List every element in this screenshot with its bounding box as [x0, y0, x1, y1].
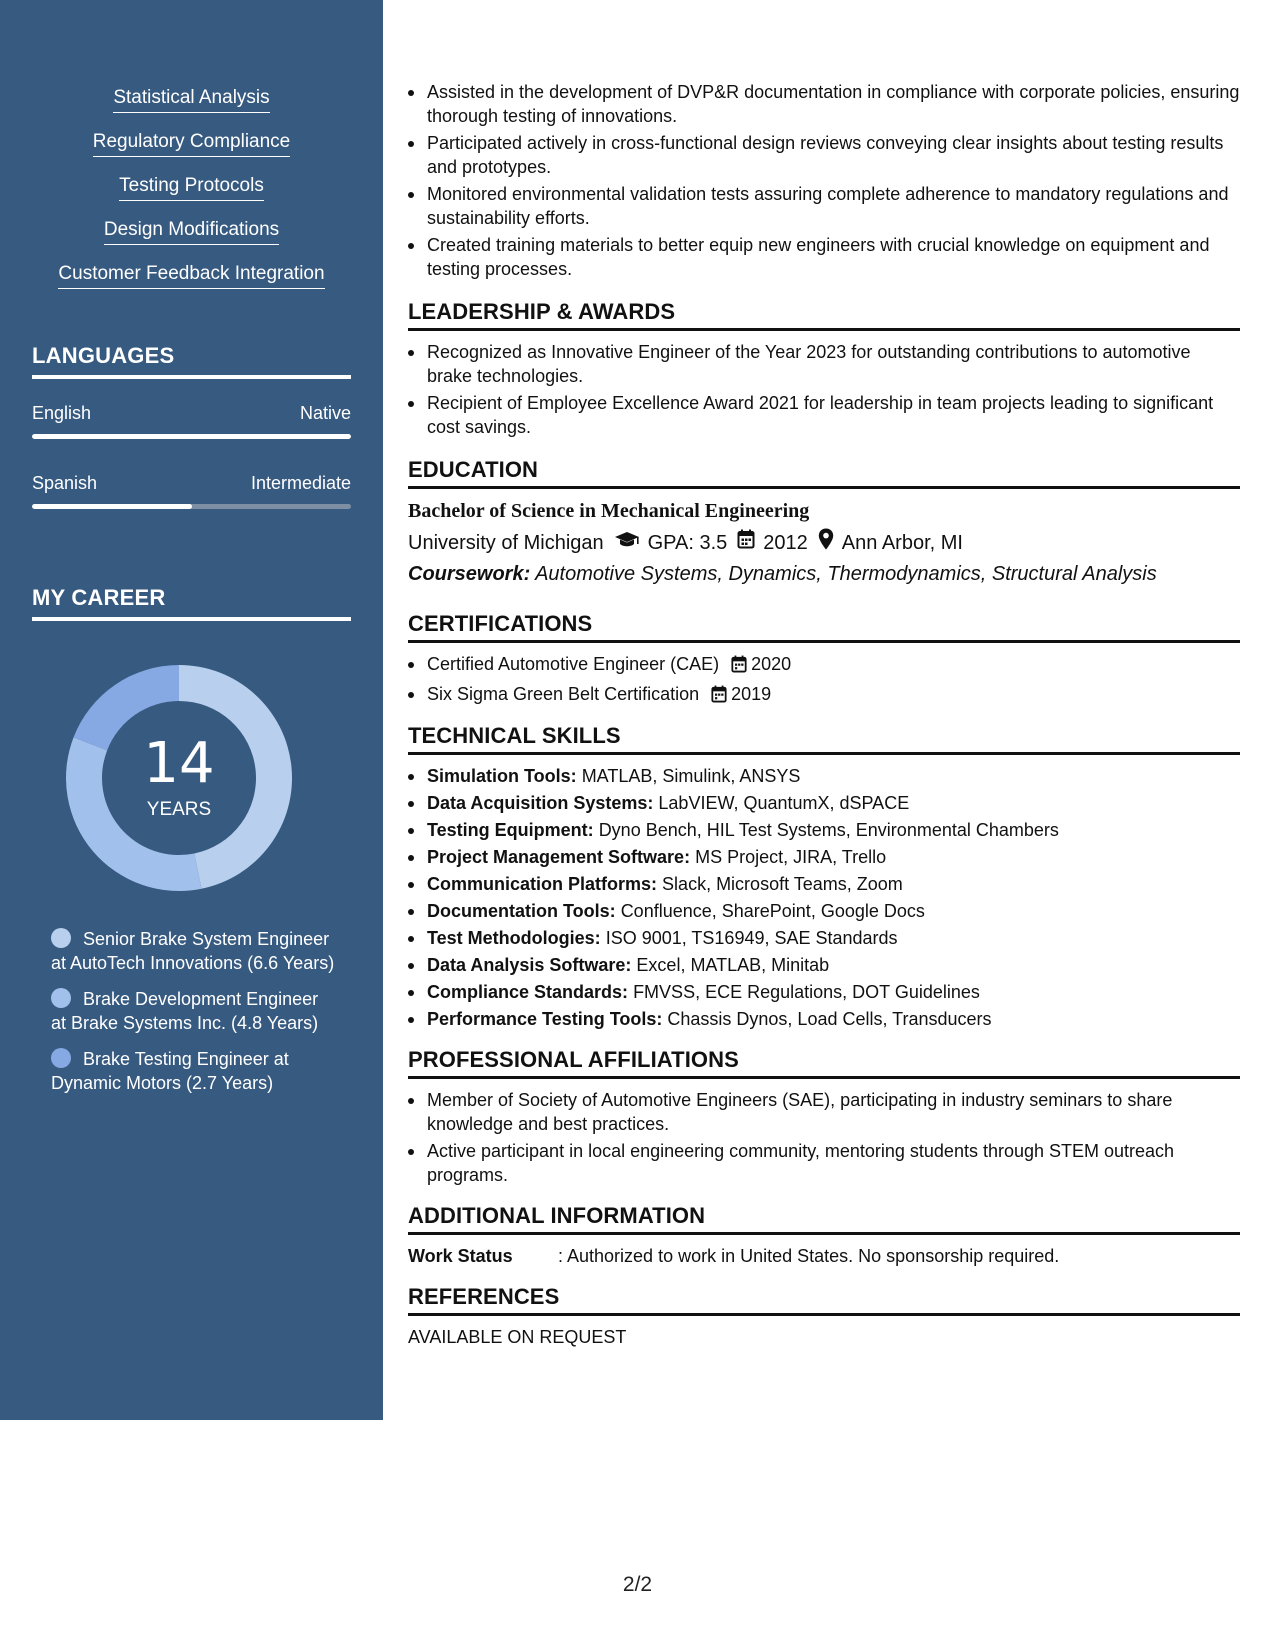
work-status-row [408, 1244, 1240, 1268]
tech-skill-value: Excel, MATLAB, Minitab [636, 955, 830, 975]
additional-info-section [408, 1203, 1240, 1268]
certification-year: 2020 [751, 654, 792, 674]
language-bar-fill [32, 504, 192, 509]
experience-bullet: Monitored environmental validation tests assuring complete adherence to mandatory regulations and sustainability efforts. [408, 182, 1240, 230]
skill-item: Design Modifications [104, 218, 279, 245]
tech-skill-value: Confluence, SharePoint, Google Docs [620, 901, 925, 921]
tech-skill-label: Compliance Standards: [427, 982, 629, 1002]
tech-skill-value: Chassis Dynos, Load Cells, Transducers [667, 1009, 992, 1029]
language-bar-english [32, 434, 351, 439]
tech-skill-value: FMVSS, ECE Regulations, DOT Guidelines [633, 982, 980, 1002]
career-total-years: 14 [143, 731, 215, 796]
language-name: Spanish [32, 473, 98, 493]
calendar-icon [737, 529, 755, 556]
leadership-section [408, 299, 1240, 439]
tech-skill-label: Performance Testing Tools: [427, 1009, 663, 1029]
certification-name: Certified Automotive Engineer (CAE) [427, 654, 720, 674]
affiliation-item: Active participant in local engineering community, mentoring students through STEM outreach programs. [408, 1139, 1240, 1187]
certification-name: Six Sigma Green Belt Certification [427, 684, 700, 704]
tech-skill-value: ISO 9001, TS16949, SAE Standards [605, 928, 898, 948]
coursework [408, 561, 1240, 587]
certifications-section [408, 611, 1240, 709]
affiliation-item: Member of Society of Automotive Engineers (SAE), participating in industry seminars to share knowledge and best practices. [408, 1088, 1240, 1136]
experience-bullet: Participated actively in cross-functional design reviews conveying clear insights about testing results and prototypes. [408, 131, 1240, 179]
experience-bullet: Created training materials to better equip new engineers with crucial knowledge on equipment and testing processes. [408, 233, 1240, 281]
experience-bullet: Assisted in the development of DVP&R documentation in compliance with corporate policies, ensuring thorough testing of innovations. [408, 80, 1240, 128]
language-name: English [32, 403, 92, 423]
language-level: Native [299, 403, 351, 423]
tech-skill-item [408, 899, 1240, 923]
affiliations-section [408, 1047, 1240, 1187]
leadership-item: Recognized as Innovative Engineer of the Year 2023 for outstanding contributions to automotive brake technologies. [408, 340, 1240, 388]
language-row-spanish [32, 473, 351, 494]
calendar-icon [731, 655, 747, 679]
tech-skill-label: Documentation Tools: [427, 901, 616, 921]
career-legend [51, 927, 336, 1107]
tech-skill-value: LabVIEW, QuantumX, dSPACE [658, 793, 910, 813]
technical-skills-section [408, 723, 1240, 1031]
career-item-text: Senior Brake System Engineer at AutoTech Innovations (6.6 Years) [51, 929, 335, 973]
education-details [408, 528, 1240, 557]
tech-skill-item [408, 1007, 1240, 1031]
legend-dot-icon [51, 1048, 71, 1068]
certification-item [408, 652, 1240, 679]
tech-skill-item [408, 926, 1240, 950]
leadership-item: Recipient of Employee Excellence Award 2021 for leadership in team projects leading to significant cost savings. [408, 391, 1240, 439]
tech-skill-value: MS Project, JIRA, Trello [695, 847, 887, 867]
work-status-label: Work Status [408, 1246, 513, 1266]
location-pin-icon [818, 528, 834, 557]
skill-item: Statistical Analysis [113, 86, 269, 113]
tech-skill-label: Data Analysis Software: [427, 955, 632, 975]
tech-skill-item [408, 872, 1240, 896]
donut-center [66, 665, 292, 891]
languages-heading: LANGUAGES [32, 343, 351, 379]
coursework-list: Automotive Systems, Dynamics, Thermodynamics, Structural Analysis [535, 563, 1157, 585]
legend-dot-icon [51, 988, 71, 1008]
section-title: TECHNICAL SKILLS [408, 723, 1240, 755]
language-bar-spanish [32, 504, 351, 509]
section-title: CERTIFICATIONS [408, 611, 1240, 643]
sidebar [0, 0, 383, 1420]
experience-bullets [408, 80, 1240, 281]
tech-skill-item [408, 953, 1240, 977]
section-title: REFERENCES [408, 1284, 1240, 1316]
coursework-label: Coursework: [408, 563, 531, 585]
career-heading: MY CAREER [32, 585, 351, 621]
graduation-year: 2012 [763, 531, 808, 554]
career-item [51, 927, 336, 975]
section-title: ADDITIONAL INFORMATION [408, 1203, 1240, 1235]
career-years-unit: YEARS [146, 799, 212, 820]
career-item-text: Brake Development Engineer at Brake Systems Inc. (4.8 Years) [51, 989, 319, 1033]
tech-skill-item [408, 818, 1240, 842]
career-donut-chart [66, 665, 292, 891]
references-text: AVAILABLE ON REQUEST [408, 1327, 627, 1347]
tech-skill-item [408, 980, 1240, 1004]
main-content [408, 80, 1240, 1349]
tech-skill-value: Dyno Bench, HIL Test Systems, Environmental Chambers [598, 820, 1059, 840]
tech-skill-label: Data Acquisition Systems: [427, 793, 654, 813]
career-item-text: Brake Testing Engineer at Dynamic Motors (2.7 Years) [51, 1049, 289, 1093]
tech-skill-label: Communication Platforms: [427, 874, 658, 894]
section-title: PROFESSIONAL AFFILIATIONS [408, 1047, 1240, 1079]
tech-skill-value: Slack, Microsoft Teams, Zoom [662, 874, 903, 894]
tech-skill-label: Test Methodologies: [427, 928, 601, 948]
tech-skill-label: Project Management Software: [427, 847, 691, 867]
tech-skill-item [408, 845, 1240, 869]
tech-skill-item [408, 764, 1240, 788]
tech-skill-label: Simulation Tools: [427, 766, 577, 786]
calendar-icon [711, 685, 727, 709]
school-location: Ann Arbor, MI [841, 531, 963, 554]
graduation-cap-icon [614, 530, 640, 556]
language-level: Intermediate [250, 473, 351, 493]
skill-item: Customer Feedback Integration [58, 262, 324, 289]
skills-list [0, 86, 383, 306]
work-status-value: : Authorized to work in United States. No sponsorship required. [558, 1246, 1060, 1266]
tech-skill-label: Testing Equipment: [427, 820, 594, 840]
skill-item: Testing Protocols [119, 174, 264, 201]
tech-skill-value: MATLAB, Simulink, ANSYS [581, 766, 801, 786]
tech-skill-item [408, 791, 1240, 815]
education-section [408, 457, 1240, 587]
school-name: University of Michigan [408, 531, 604, 554]
references-section [408, 1284, 1240, 1349]
certification-year: 2019 [731, 684, 772, 704]
language-row-english [32, 403, 351, 424]
legend-dot-icon [51, 928, 71, 948]
section-title: LEADERSHIP & AWARDS [408, 299, 1240, 331]
page-number: 2/2 [622, 1573, 653, 1596]
career-item [51, 987, 336, 1035]
certification-item [408, 682, 1240, 709]
section-title: EDUCATION [408, 457, 1240, 489]
degree-title: Bachelor of Science in Mechanical Engineering [408, 500, 810, 522]
language-bar-fill [32, 434, 351, 439]
gpa: GPA: 3.5 [647, 531, 728, 554]
career-item [51, 1047, 336, 1095]
skill-item: Regulatory Compliance [93, 130, 291, 157]
